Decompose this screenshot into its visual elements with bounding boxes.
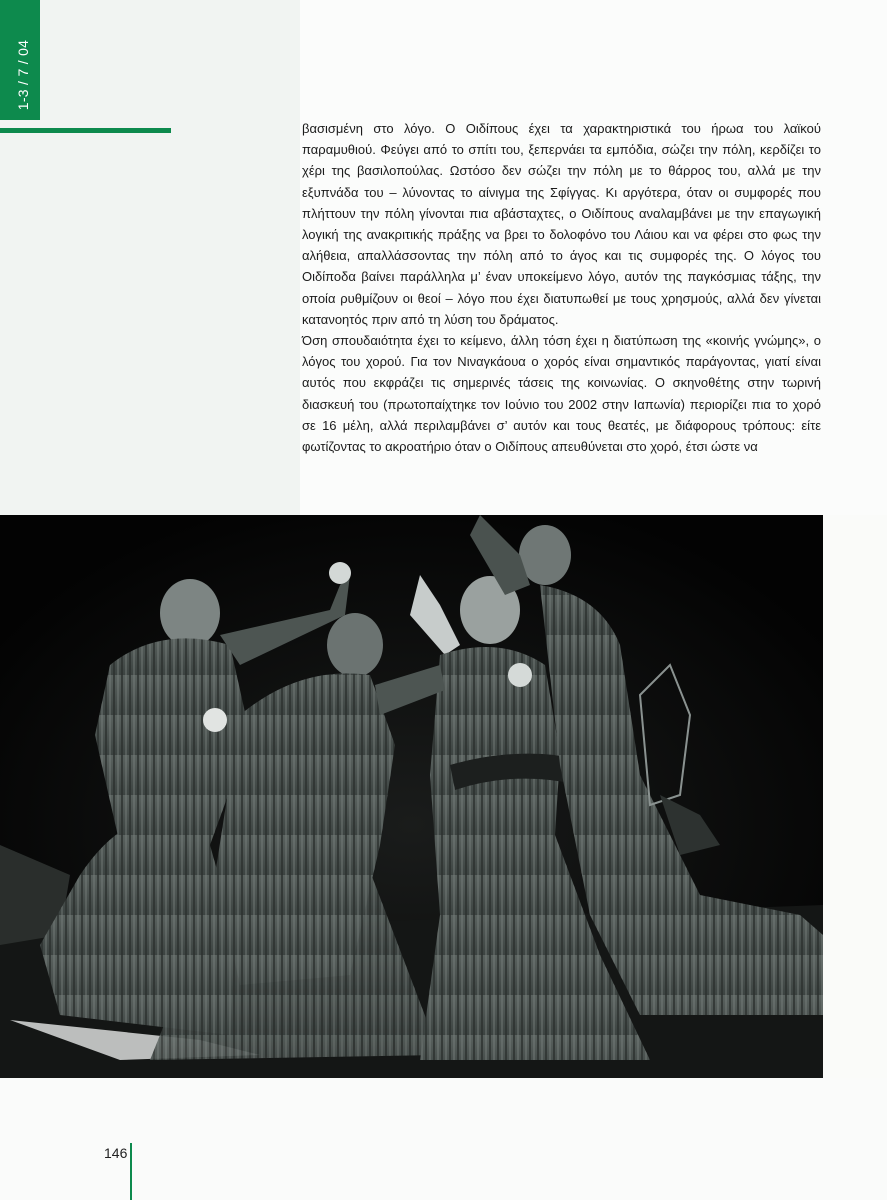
article-paragraph-2: Όση σπουδαιότητα έχει το κείμενο, άλλη τόση έχει η διατύπωση της «κοινής γνώμης», ο λόγος του χορού. Για τον Νιναγκάουα ο χορός είναι σημαντικός παράγοντας, γιατί είναι αυτός που εκφράζει τις σημερινές τάσεις της κοινωνίας. Ο σκηνοθέτης στην τωρινή διασκευή του (πρωτοπαίχτηκε τον Ιούνιο του 2002 στην Ιαπωνία) περιορίζει πια το χορό σε 16 μέλη, αλλά περιλαμβάνει σ’ αυτόν και τους θεατές, με διάφορους τρόπους: είτε φωτίζοντας το ακροατήριο όταν ο Οιδίπους απευθύνεται στο χορό, έτσι ώστε να [302, 333, 821, 455]
issue-date-tab [0, 0, 40, 120]
page-number: 146 [104, 1145, 128, 1161]
article-paragraph-1: βασισμένη στο λόγο. Ο Οιδίπους έχει τα χαρακτηριστικά του ήρωα του λαϊκού παραμυθιού. Φεύγει από το σπίτι του, ξεπερνάει τα εμπόδια, σώζει την πόλη, κερδίζει το χέρι της βασιλοπούλας. Ωστόσο δεν σώζει την πόλη με το θάρρος του, αλλά με την εξυπνάδα του – λύνοντας το αίνιγμα της Σφίγγας. Κι αργότερα, όταν οι συμφορές που πλήττουν την πόλη γίνονται πια αβάσταχτες, ο Οιδίπους αναλαμβάνει με την επαγωγική λογική της ανακριτικής πράξης να βρει το δολοφόνο του Λάιου και να φέρει στο φως την αλήθεια, απαλλάσσοντας την πόλη από το άγος και τις συμφορές της. Ο λόγος του Οιδίποδα βαίνει παράλληλα μ’ έναν υποκείμενο λόγο, αυτόν της παγκόσμιας τάξης, την οποία ρυθμίζουν οι θεοί – λόγο που έχει διατυπωθεί με τους χρησμούς, αλλά δεν γίνεται κατανοητός πριν από τη λύση του δράματος. [302, 121, 821, 327]
page-background-left [0, 0, 300, 515]
page-number-rule [130, 1143, 132, 1200]
chorus-figures-icon [0, 515, 823, 1078]
issue-date: 1-3 / 7 / 04 [15, 39, 31, 111]
article-body [302, 118, 821, 457]
stage-photo [0, 515, 823, 1078]
section-rule [0, 128, 171, 133]
page-background-bottom [0, 1078, 887, 1200]
